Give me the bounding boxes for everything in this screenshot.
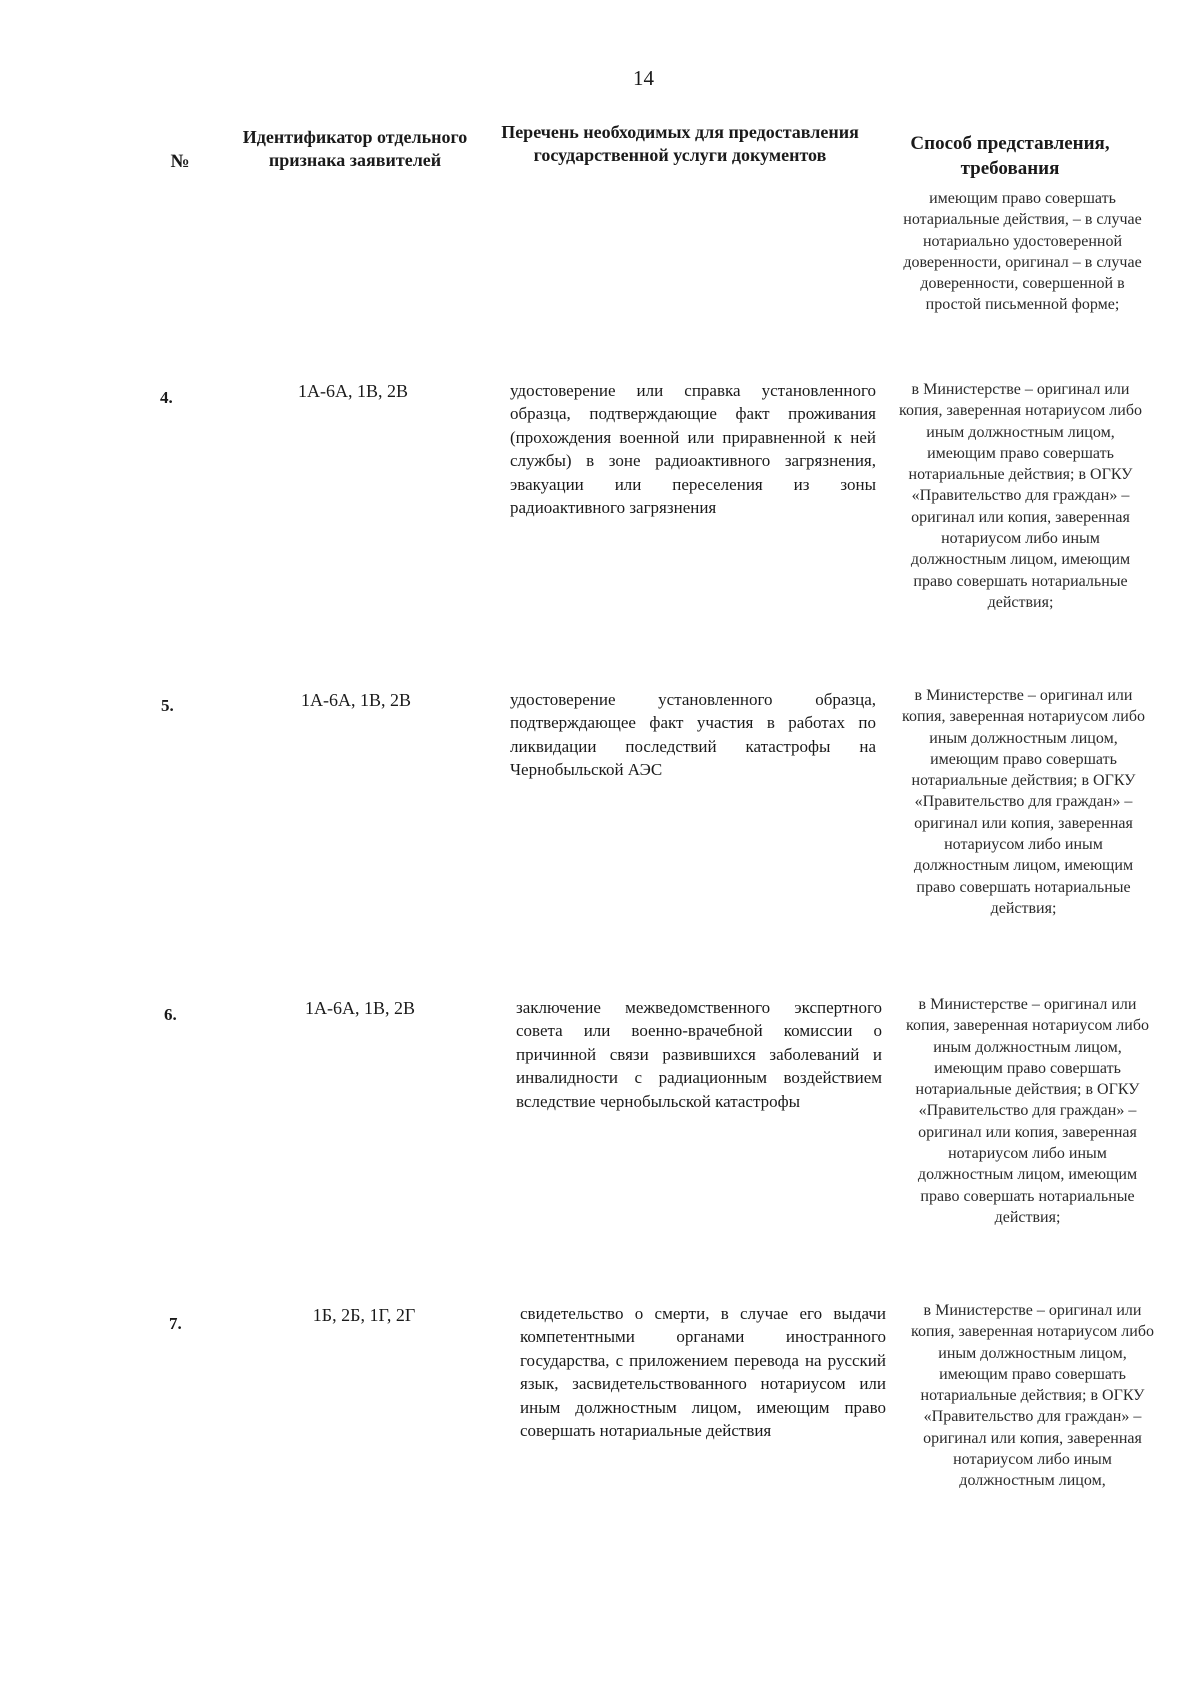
row-documents: удостоверение или справка установленного образца, подтверждающие факт проживания (прохождения военной или приравненной к ней службы) в зоне радиоактивного загрязнения, эвакуации или переселения из зоны радиоактивного загрязнения <box>510 381 876 518</box>
requirements-continuation: имеющим право совершать нотариальные действия, – в случае нотариально удостоверенной доверенности, оригинал – в случае доверенности, совершенной в простой письменной форме; <box>903 190 1142 314</box>
row-requirements: в Министерстве – оригинал или копия, заверенная нотариусом либо иным должностным лицом, имеющим право совершать нотариальные действия; в ОГКУ «Правительство для граждан» – оригинал или копия, заверенная нотариусом либо иным должностным лицом, имеющим право совершать нотариальные действия; <box>906 996 1149 1226</box>
page-number: 14 <box>633 66 654 90</box>
row-identifier: 1Б, 2Б, 1Г, 2Г <box>312 1305 416 1325</box>
row-number: 6. <box>164 1005 177 1024</box>
row-requirements: в Министерстве – оригинал или копия, заверенная нотариусом либо иным должностным лицом, имеющим право совершать нотариальные действия; в ОГКУ «Правительство для граждан» – оригинал или копия, заверенная нотариусом либо иным должностным лицом, имеющим право совершать нотариальные действия; <box>899 381 1142 611</box>
row-identifier: 1А-6А, 1В, 2В <box>300 690 411 710</box>
row-identifier: 1А-6А, 1В, 2В <box>297 381 408 401</box>
row-identifier: 1А-6А, 1В, 2В <box>304 998 415 1018</box>
row-documents: свидетельство о смерти, в случае его выдачи компетентными органами иностранного государства, с приложением перевода на русский язык, засвидетельствованного нотариусом или иным должностным лицом, имеющим право совершать нотариальные действия <box>520 1304 886 1441</box>
row-number: 7. <box>169 1314 182 1333</box>
header-identifier: Идентификатор отдельного признака заявителей <box>242 127 468 170</box>
row-requirements: в Министерстве – оригинал или копия, заверенная нотариусом либо иным должностным лицом, имеющим право совершать нотариальные действия; в ОГКУ «Правительство для граждан» – оригинал или копия, заверенная нотариусом либо иным должностным лицом, <box>911 1302 1154 1490</box>
row-number: 4. <box>160 388 173 407</box>
row-number: 5. <box>161 696 174 715</box>
header-documents: Перечень необходимых для предоставления государственной услуги документов <box>501 122 859 165</box>
header-number: № <box>170 151 190 172</box>
row-documents: заключение межведомственного экспертного совета или военно-врачебной комиссии о причинной связи развившихся заболеваний и инвалидности с радиационным воздействием вследствие чернобыльской катастрофы <box>516 998 882 1111</box>
header-method: Способ представления, требования <box>910 133 1110 179</box>
row-documents: удостоверение установленного образца, подтверждающее факт участия в работах по ликвидации последствий катастрофы на Чернобыльской АЭС <box>510 690 876 780</box>
row-requirements: в Министерстве – оригинал или копия, заверенная нотариусом либо иным должностным лицом, имеющим право совершать нотариальные действия; в ОГКУ «Правительство для граждан» – оригинал или копия, заверенная нотариусом либо иным должностным лицом, имеющим право совершать нотариальные действия; <box>902 687 1145 917</box>
